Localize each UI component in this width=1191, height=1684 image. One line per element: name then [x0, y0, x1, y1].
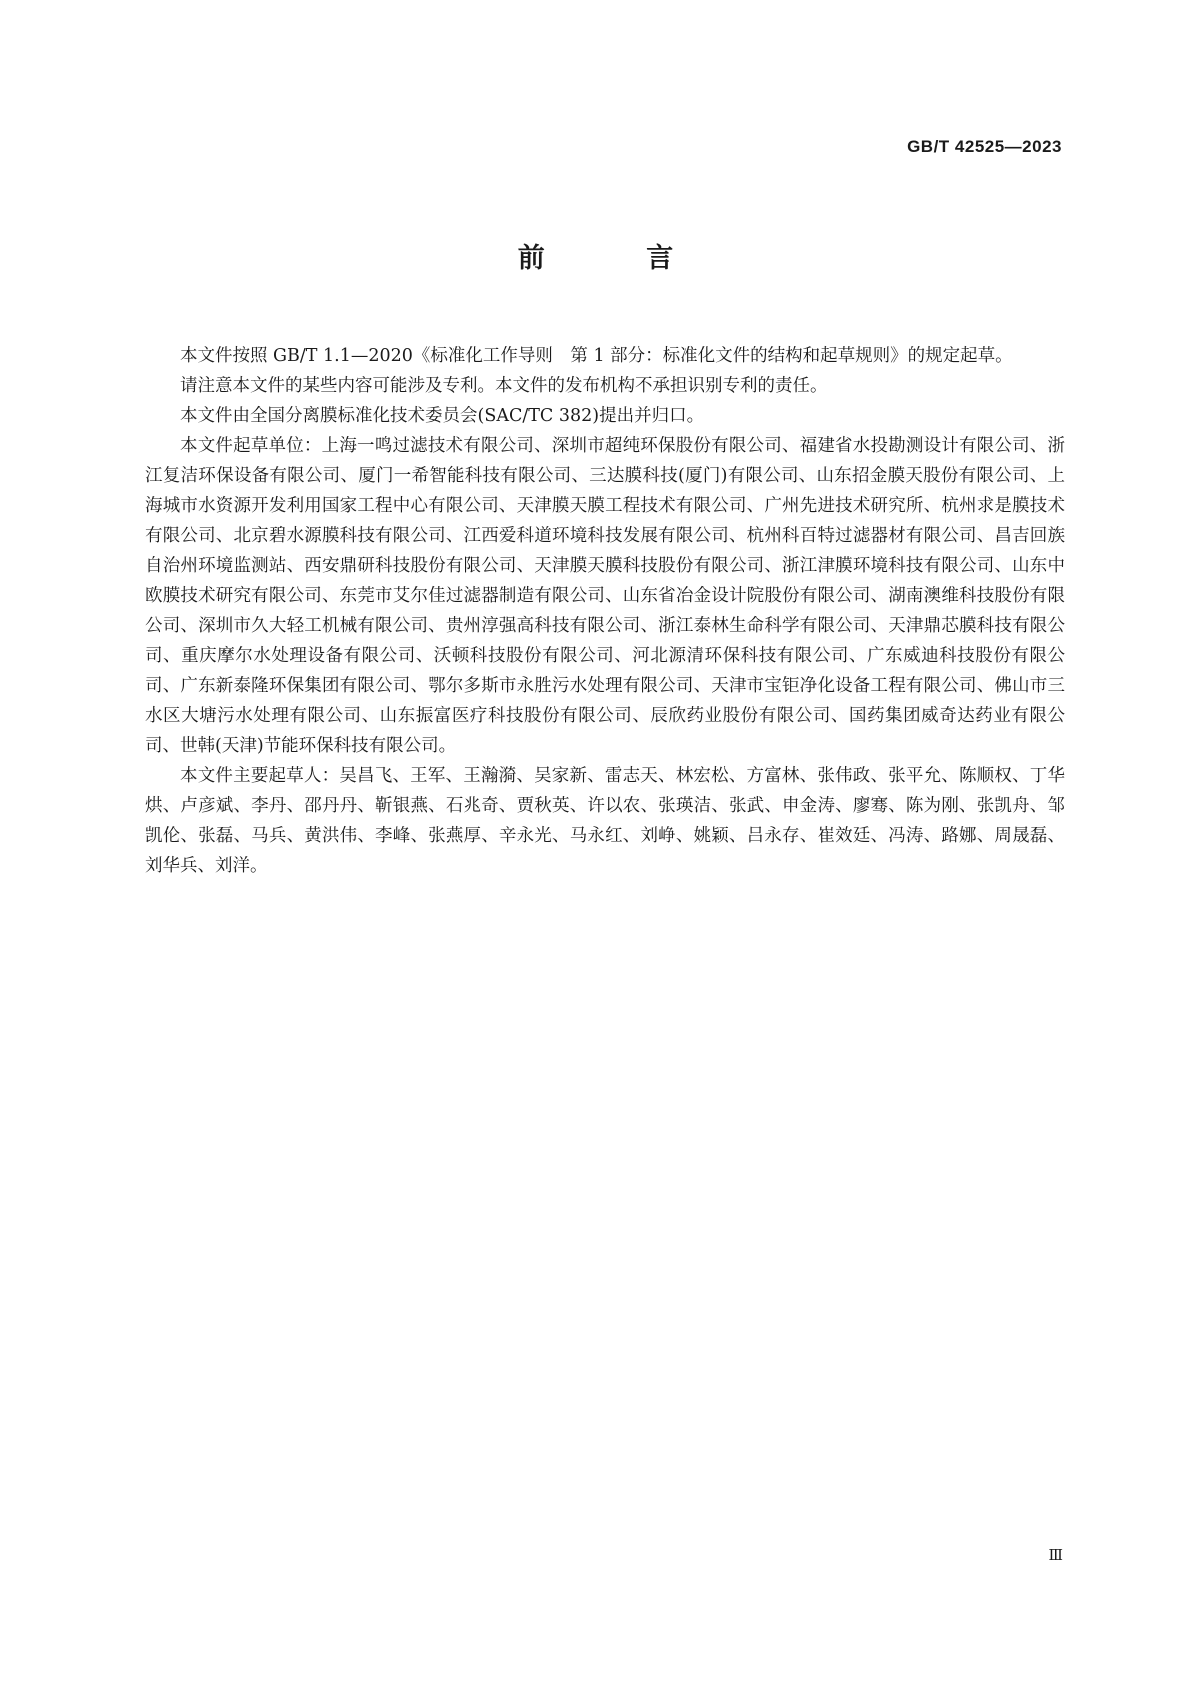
paragraph-proposer: 本文件由全国分离膜标准化技术委员会(SAC/TC 382)提出并归口。 — [180, 406, 705, 426]
paragraph-drafting-organizations: 本文件起草单位：上海一鸣过滤技术有限公司、深圳市超纯环保股份有限公司、福建省水投勘测设计有限公司、浙江复洁环保设备有限公司、厦门一希智能科技有限公司、三达膜科技(厦门)有限公司、山东招金膜天股份有限公司、上海城市水资源开发利用国家工程中心有限公司、天津膜天膜工程技术有限公司、广州先进技术研究所、杭州求是膜技术有限公司、北京碧水源膜科技有限公司、江西爱科道环境科技发展有限公司、杭州科百特过滤器材有限公司、昌吉回族自治州环境监测站、西安鼎研科技股份有限公司、天津膜天膜科技股份有限公司、浙江津膜环境科技有限公司、山东中欧膜技术研究有限公司、东莞市艾尔佳过滤器制造有限公司、山东省冶金设计院股份有限公司、湖南澳维科技股份有限公司、深圳市久大轻工机械有限公司、贵州淳强高科技有限公司、浙江泰林生命科学有限公司、天津鼎芯膜科技有限公司、重庆摩尔水处理设备有限公司、沃顿科技股份有限公司、河北源清环保科技有限公司、广东威迪科技股份有限公司、广东新泰隆环保集团有限公司、鄂尔多斯市永胜污水处理有限公司、天津市宝钜净化设备工程有限公司、佛山市三水区大塘污水处理有限公司、山东振富医疗科技股份有限公司、辰欣药业股份有限公司、国药集团威奇达药业有限公司、世韩(天津)节能环保科技有限公司。 — [145, 436, 1065, 756]
foreword-body — [145, 341, 1065, 881]
page-title: 前 言 — [517, 243, 720, 274]
document-code: GB/T 42525—2023 — [907, 137, 1062, 156]
paragraph-drafters: 本文件主要起草人：吴昌飞、王军、王瀚漪、吴家新、雷志天、林宏松、方富林、张伟政、张平允、陈顺权、丁华烘、卢彦斌、李丹、邵丹丹、靳银燕、石兆奇、贾秋英、许以农、张瑛洁、张武、申金涛、廖骞、陈为刚、张凯舟、邹凯伦、张磊、马兵、黄洪伟、李峰、张燕厚、辛永光、马永红、刘峥、姚颖、吕永存、崔效廷、冯涛、路娜、周晟磊、刘华兵、刘洋。 — [145, 766, 1065, 876]
paragraph-drafting-rules: 本文件按照 GB/T 1.1—2020《标准化工作导则 第 1 部分：标准化文件的结构和起草规则》的规定起草。 — [180, 346, 1013, 366]
page-number: Ⅲ — [1048, 1546, 1063, 1564]
paragraph-patent-notice: 请注意本文件的某些内容可能涉及专利。本文件的发布机构不承担识别专利的责任。 — [180, 376, 828, 396]
